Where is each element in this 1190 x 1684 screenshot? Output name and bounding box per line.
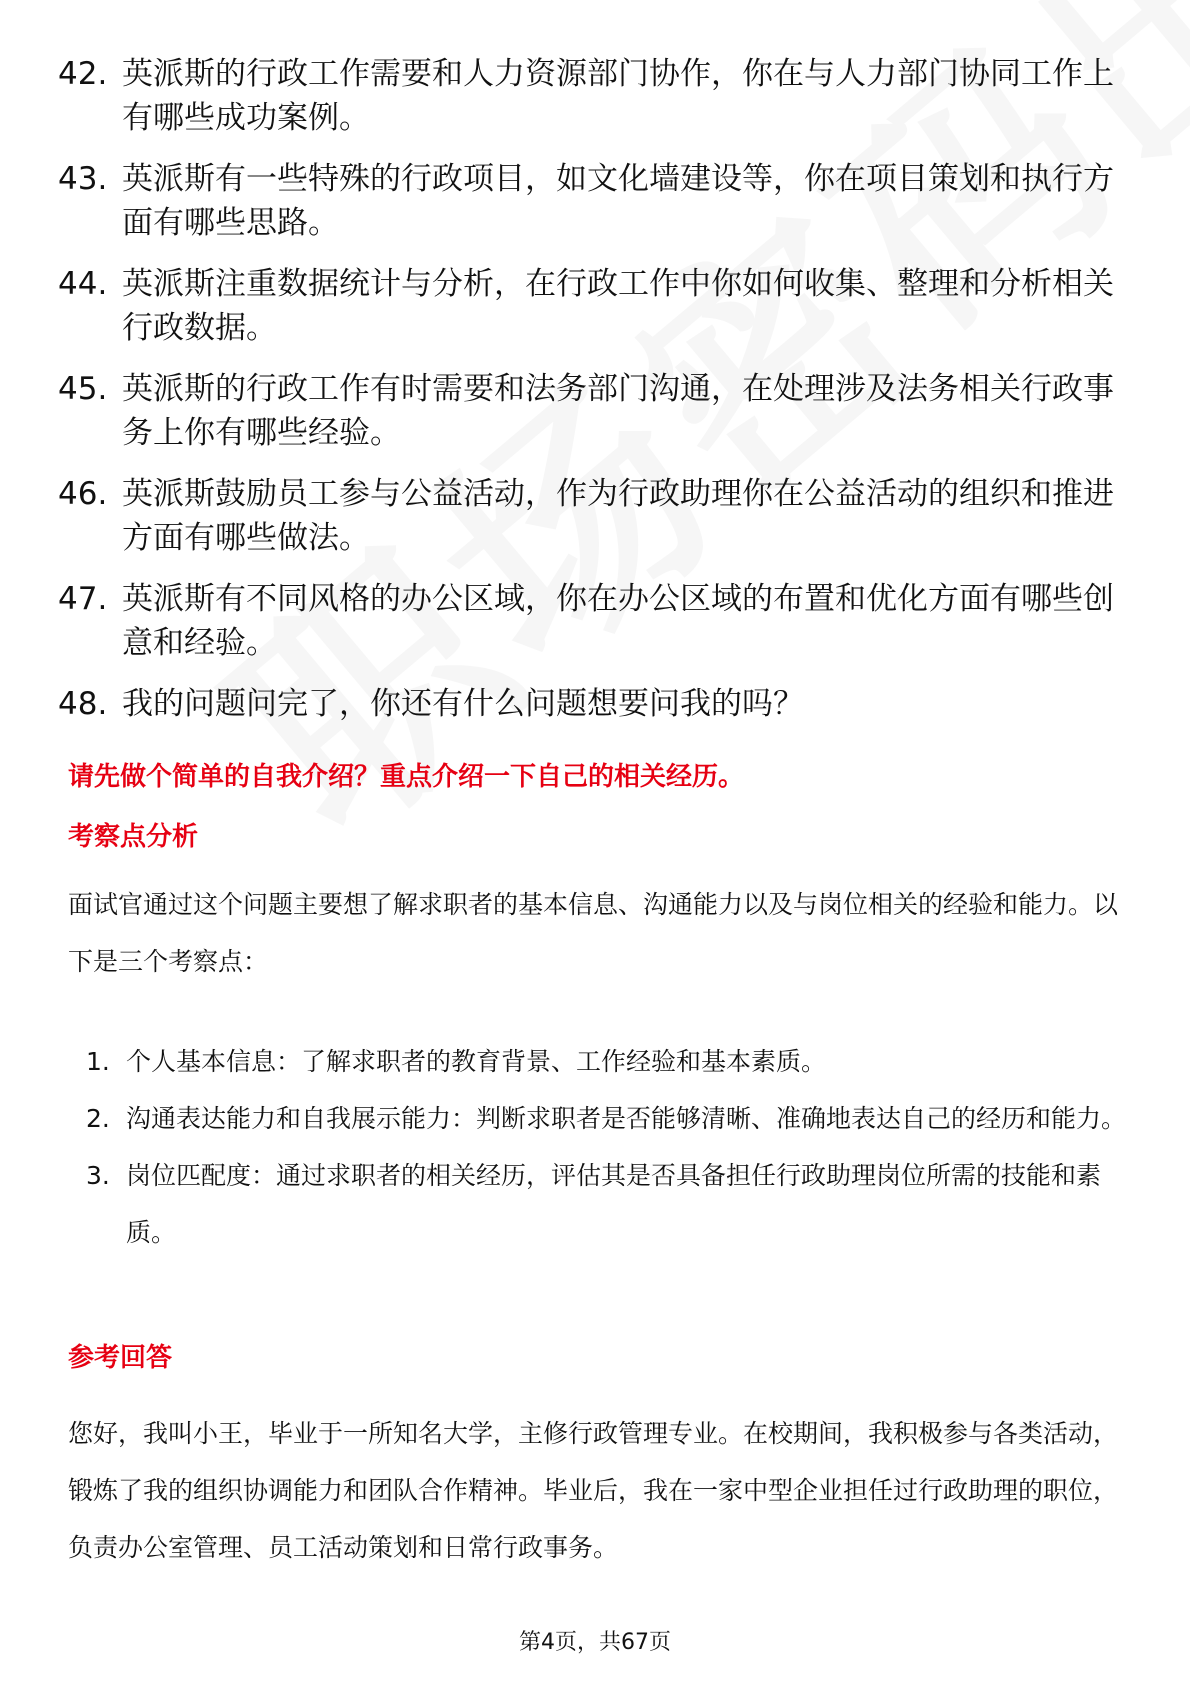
question-text: 英派斯鼓励员工参与公益活动，作为行政助理你在公益活动的组织和推进方面有哪些做法。: [122, 476, 1114, 556]
answer-heading: 参考回答: [68, 1343, 173, 1373]
analysis-intro: 面试官通过这个问题主要想了解求职者的基本信息、沟通能力以及与岗位相关的经验和能力。以下是三个考察点：: [68, 890, 1119, 976]
question-item: [58, 367, 1138, 455]
question-item: [58, 52, 1138, 140]
question-item: [58, 472, 1138, 560]
question-number: 44.: [58, 266, 108, 302]
question-number: 48.: [58, 686, 108, 722]
question-text: 英派斯的行政工作需要和人力资源部门协作，你在与人力部门协同工作上有哪些成功案例。: [122, 56, 1114, 136]
point-number: 1.: [86, 1047, 110, 1076]
point-number: 3.: [86, 1161, 110, 1190]
question-text: 英派斯有不同风格的办公区域，你在办公区域的布置和优化方面有哪些创意和经验。: [122, 581, 1114, 661]
question-item: [58, 577, 1138, 665]
analysis-point: [86, 1147, 1126, 1261]
analysis-points: [86, 1033, 1126, 1261]
question-number: 42.: [58, 56, 108, 92]
question-text: 英派斯有一些特殊的行政项目，如文化墙建设等，你在项目策划和执行方面有哪些思路。: [122, 161, 1114, 241]
point-text: 个人基本信息：了解求职者的教育背景、工作经验和基本素质。: [126, 1047, 827, 1076]
question-item: [58, 157, 1138, 245]
question-text: 英派斯的行政工作有时需要和法务部门沟通，在处理涉及法务相关行政事务上你有哪些经验。: [122, 371, 1114, 451]
page-footer: 第4页，共67页: [519, 1630, 671, 1655]
question-number: 47.: [58, 581, 108, 617]
question-text: 我的问题问完了，你还有什么问题想要问我的吗？: [122, 686, 804, 722]
question-number: 43.: [58, 161, 108, 197]
point-text: 沟通表达能力和自我展示能力：判断求职者是否能够清晰、准确地表达自己的经历和能力。: [126, 1104, 1127, 1133]
featured-question: 请先做个简单的自我介绍？重点介绍一下自己的相关经历。: [68, 762, 745, 792]
analysis-heading: 考察点分析: [68, 822, 199, 852]
question-item: [58, 682, 1138, 726]
question-number: 45.: [58, 371, 108, 407]
answer-text: 您好，我叫小王，毕业于一所知名大学，主修行政管理专业。在校期间，我积极参与各类活动，锻炼了我的组织协调能力和团队合作精神。毕业后，我在一家中型企业担任过行政助理的职位，负责办公室管理、员工活动策划和日常行政事务。: [68, 1419, 1119, 1562]
point-text: 岗位匹配度：通过求职者的相关经历，评估其是否具备担任行政助理岗位所需的技能和素质。: [126, 1161, 1102, 1247]
analysis-point: [86, 1033, 1126, 1090]
question-item: [58, 262, 1138, 350]
question-number: 46.: [58, 476, 108, 512]
question-text: 英派斯注重数据统计与分析，在行政工作中你如何收集、整理和分析相关行政数据。: [122, 266, 1114, 346]
question-list: [58, 52, 1138, 743]
point-number: 2.: [86, 1104, 110, 1133]
analysis-point: [86, 1090, 1126, 1147]
